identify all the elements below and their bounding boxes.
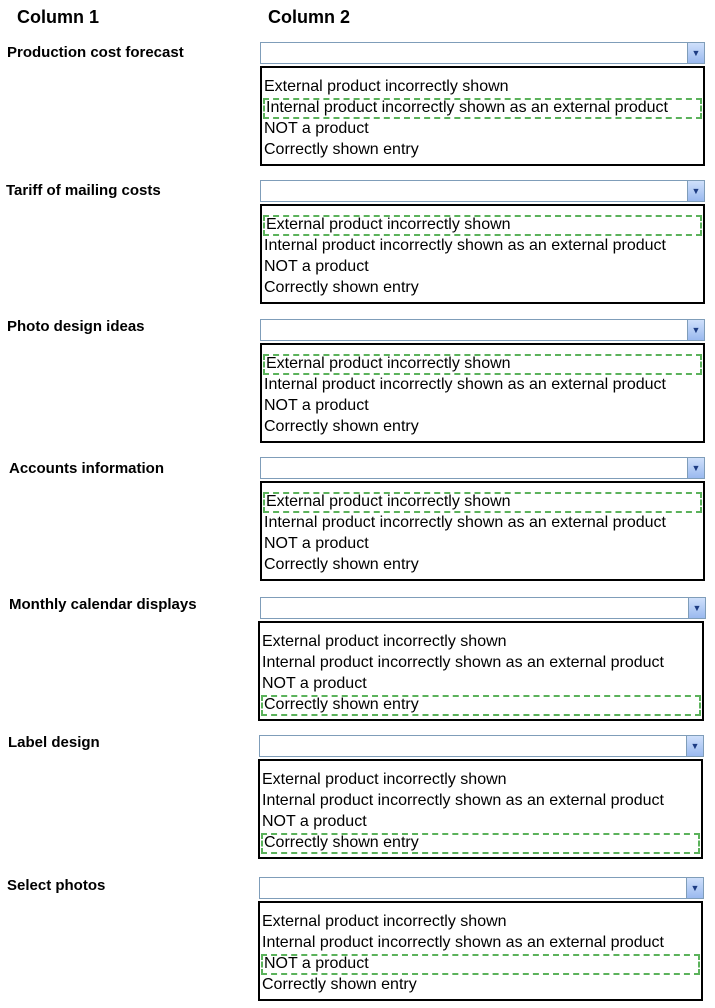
answer-dropdown[interactable]: [260, 457, 705, 479]
option-item[interactable]: Correctly shown entry: [264, 418, 419, 435]
options-listbox[interactable]: [260, 204, 705, 304]
column-2-header: Column 2: [268, 7, 351, 27]
option-item[interactable]: NOT a product: [262, 675, 367, 692]
option-item[interactable]: Internal product incorrectly shown as an external product: [264, 514, 666, 531]
chevron-down-icon: ▼: [691, 462, 701, 473]
option-item[interactable]: Internal product incorrectly shown as an external product: [262, 792, 664, 809]
option-item[interactable]: NOT a product: [262, 813, 367, 830]
answer-dropdown[interactable]: [259, 735, 704, 757]
row-label: Label design: [8, 734, 100, 751]
option-item[interactable]: NOT a product: [264, 120, 369, 137]
option-item[interactable]: Correctly shown entry: [264, 279, 419, 296]
dropdown-button[interactable]: [686, 736, 703, 756]
options-listbox[interactable]: [258, 621, 704, 721]
answer-dropdown[interactable]: [260, 319, 705, 341]
option-item[interactable]: NOT a product: [264, 397, 369, 414]
row-label: Accounts information: [9, 460, 165, 477]
options-listbox[interactable]: [258, 759, 703, 859]
option-item[interactable]: Internal product incorrectly shown as an external product: [262, 654, 664, 671]
row-label: Production cost forecast: [7, 44, 184, 61]
option-item[interactable]: External product incorrectly shown: [263, 492, 702, 513]
option-item[interactable]: NOT a product: [264, 258, 369, 275]
chevron-down-icon: ▼: [691, 324, 701, 335]
option-item[interactable]: External product incorrectly shown: [263, 215, 702, 236]
options-listbox[interactable]: [258, 901, 703, 1001]
option-item[interactable]: NOT a product: [264, 535, 369, 552]
dropdown-button[interactable]: [686, 878, 703, 898]
chevron-down-icon: ▼: [692, 602, 702, 613]
answer-dropdown[interactable]: [260, 597, 706, 619]
options-listbox[interactable]: [260, 481, 705, 581]
answer-dropdown[interactable]: [260, 42, 705, 64]
row-label: Monthly calendar displays: [9, 596, 197, 613]
option-item[interactable]: External product incorrectly shown: [262, 633, 507, 650]
chevron-down-icon: ▼: [690, 740, 700, 751]
answer-dropdown[interactable]: [260, 180, 705, 202]
options-listbox[interactable]: [260, 66, 705, 166]
row-label: Tariff of mailing costs: [6, 182, 161, 199]
answer-dropdown[interactable]: [259, 877, 704, 899]
option-item[interactable]: Correctly shown entry: [264, 141, 419, 158]
chevron-down-icon: ▼: [691, 47, 701, 58]
row-label: Photo design ideas: [7, 318, 145, 335]
option-item[interactable]: Correctly shown entry: [261, 833, 700, 854]
option-item[interactable]: Internal product incorrectly shown as an external product: [264, 237, 666, 254]
dropdown-button[interactable]: [688, 598, 705, 618]
option-item[interactable]: Internal product incorrectly shown as an external product: [264, 376, 666, 393]
row-label: Select photos: [7, 877, 106, 894]
dropdown-button[interactable]: [687, 458, 704, 478]
option-item[interactable]: Correctly shown entry: [261, 695, 701, 716]
chevron-down-icon: ▼: [690, 882, 700, 893]
option-item[interactable]: Correctly shown entry: [264, 556, 419, 573]
option-item[interactable]: NOT a product: [261, 954, 700, 975]
option-item[interactable]: Correctly shown entry: [262, 976, 417, 993]
option-item[interactable]: Internal product incorrectly shown as an external product: [262, 934, 664, 951]
option-item[interactable]: External product incorrectly shown: [264, 78, 509, 95]
options-listbox[interactable]: [260, 343, 705, 443]
dropdown-button[interactable]: [687, 320, 704, 340]
option-item[interactable]: Internal product incorrectly shown as an external product: [263, 98, 702, 119]
dropdown-button[interactable]: [687, 43, 704, 63]
chevron-down-icon: ▼: [691, 185, 701, 196]
column-1-header: Column 1: [17, 7, 100, 27]
dropdown-button[interactable]: [687, 181, 704, 201]
option-item[interactable]: External product incorrectly shown: [263, 354, 702, 375]
option-item[interactable]: External product incorrectly shown: [262, 771, 507, 788]
option-item[interactable]: External product incorrectly shown: [262, 913, 507, 930]
